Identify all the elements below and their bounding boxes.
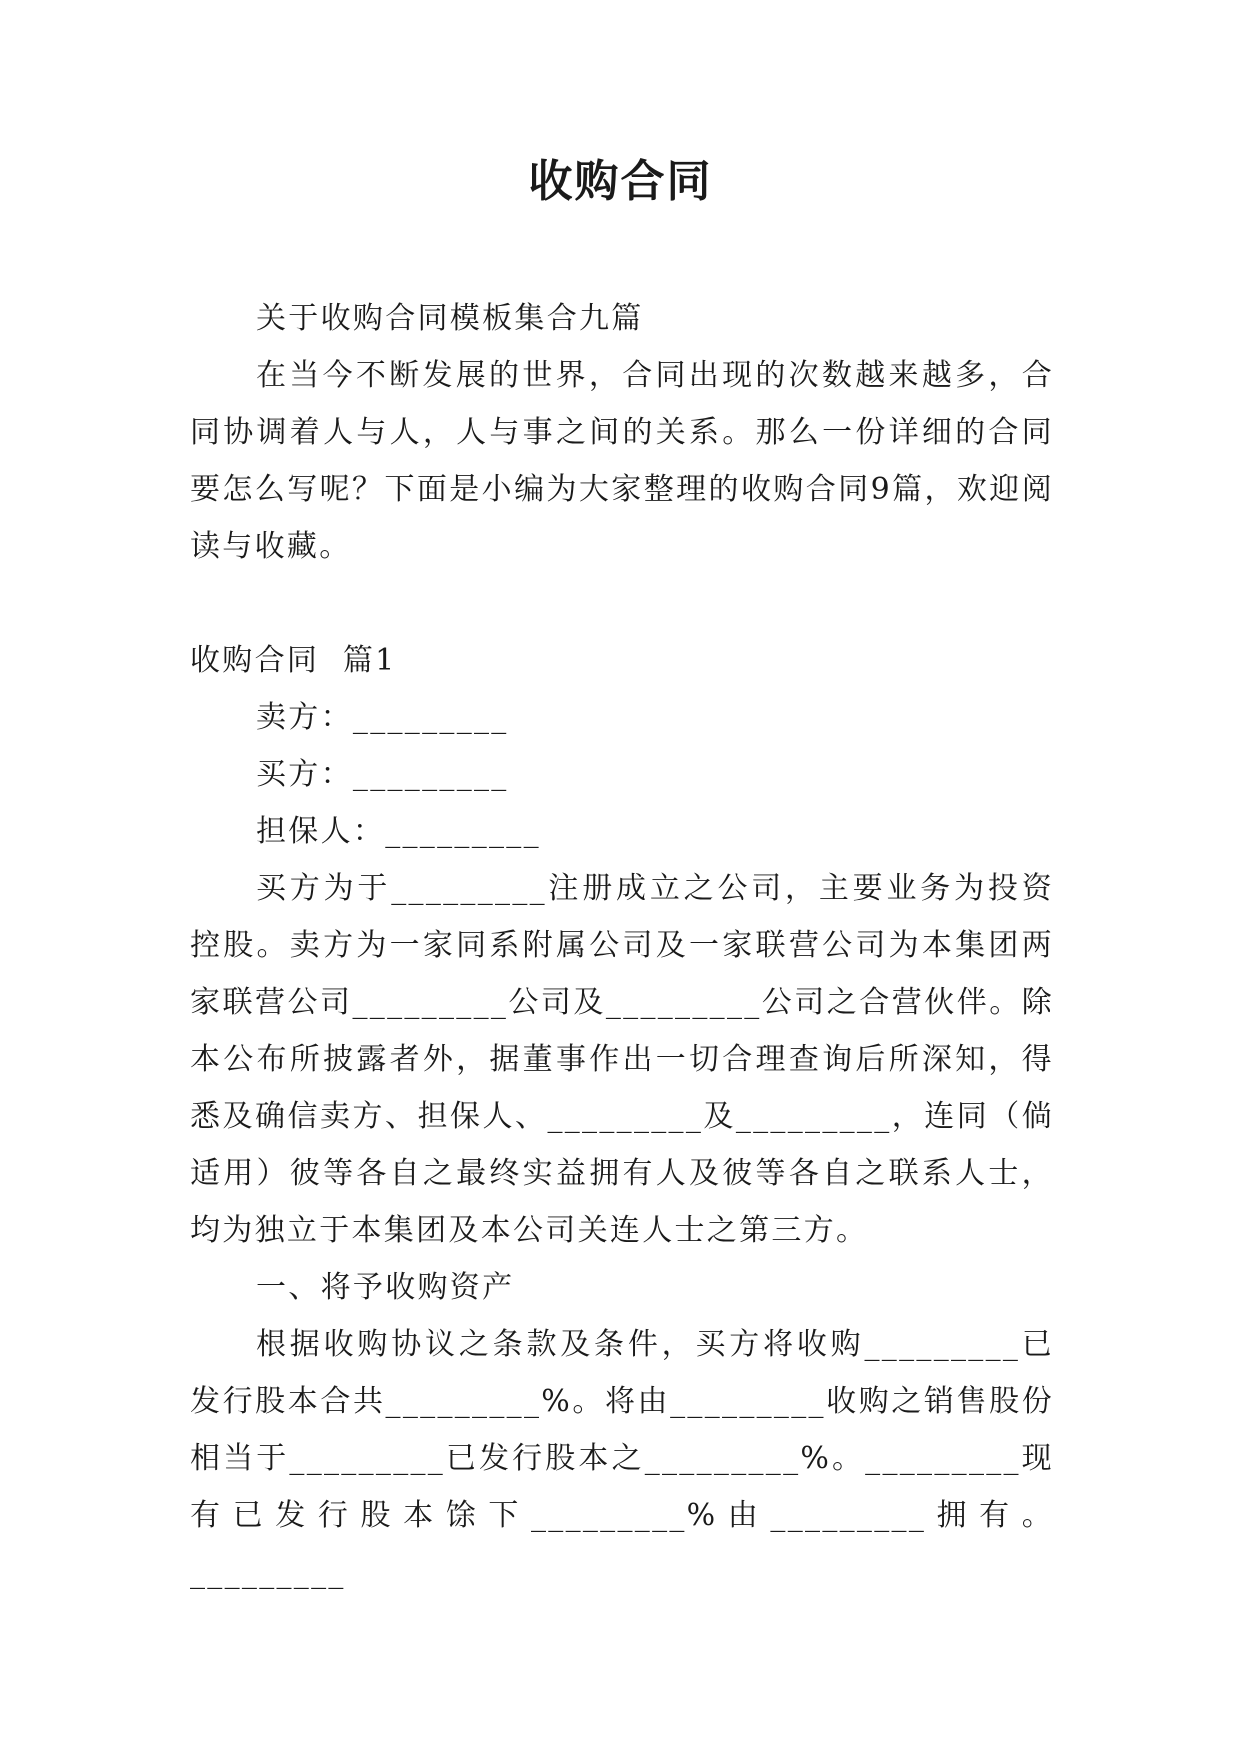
- seller-line: 卖方：_________: [256, 700, 509, 735]
- subtitle-paragraph: 关于收购合同模板集合九篇: [256, 301, 644, 336]
- intro-paragraph: 在当今不断发展的世界，合同出现的次数越来越多，合同协调着人与人，人与事之间的关系。那么一份详细的合同要怎么写呢？下面是小编为大家整理的收购合同9篇，欢迎阅读与收藏。: [190, 358, 1054, 564]
- clause-paragraph: 根据收购协议之条款及条件，买方将收购_________已发行股本合共_________%。将由_________收购之销售股份相当于_________已发行股本之_________%。_________现有已发行股本馀下_________%由_________拥有。_________: [190, 1327, 1054, 1590]
- background-paragraph: 买方为于_________注册成立之公司，主要业务为投资控股。卖方为一家同系附属公司及一家联营公司为本集团两家联营公司_________公司及_________公司之合营伙伴。除本公布所披露者外，据董事作出一切合理查询后所深知，得悉及确信卖方、担保人、_________及_________，连同（倘适用）彼等各自之最终实益拥有人及彼等各自之联系人士，均为独立于本集团及本公司关连人士之第三方。: [190, 871, 1054, 1248]
- document-body: [190, 290, 1054, 1601]
- buyer-line: 买方：_________: [256, 757, 509, 792]
- section-heading: 收购合同 篇1: [190, 643, 397, 678]
- document-title: 收购合同: [528, 156, 713, 207]
- guarantor-line: 担保人：_________: [256, 814, 541, 849]
- blank-line: [190, 575, 1054, 632]
- clause-heading: 一、将予收购资产: [256, 1270, 515, 1305]
